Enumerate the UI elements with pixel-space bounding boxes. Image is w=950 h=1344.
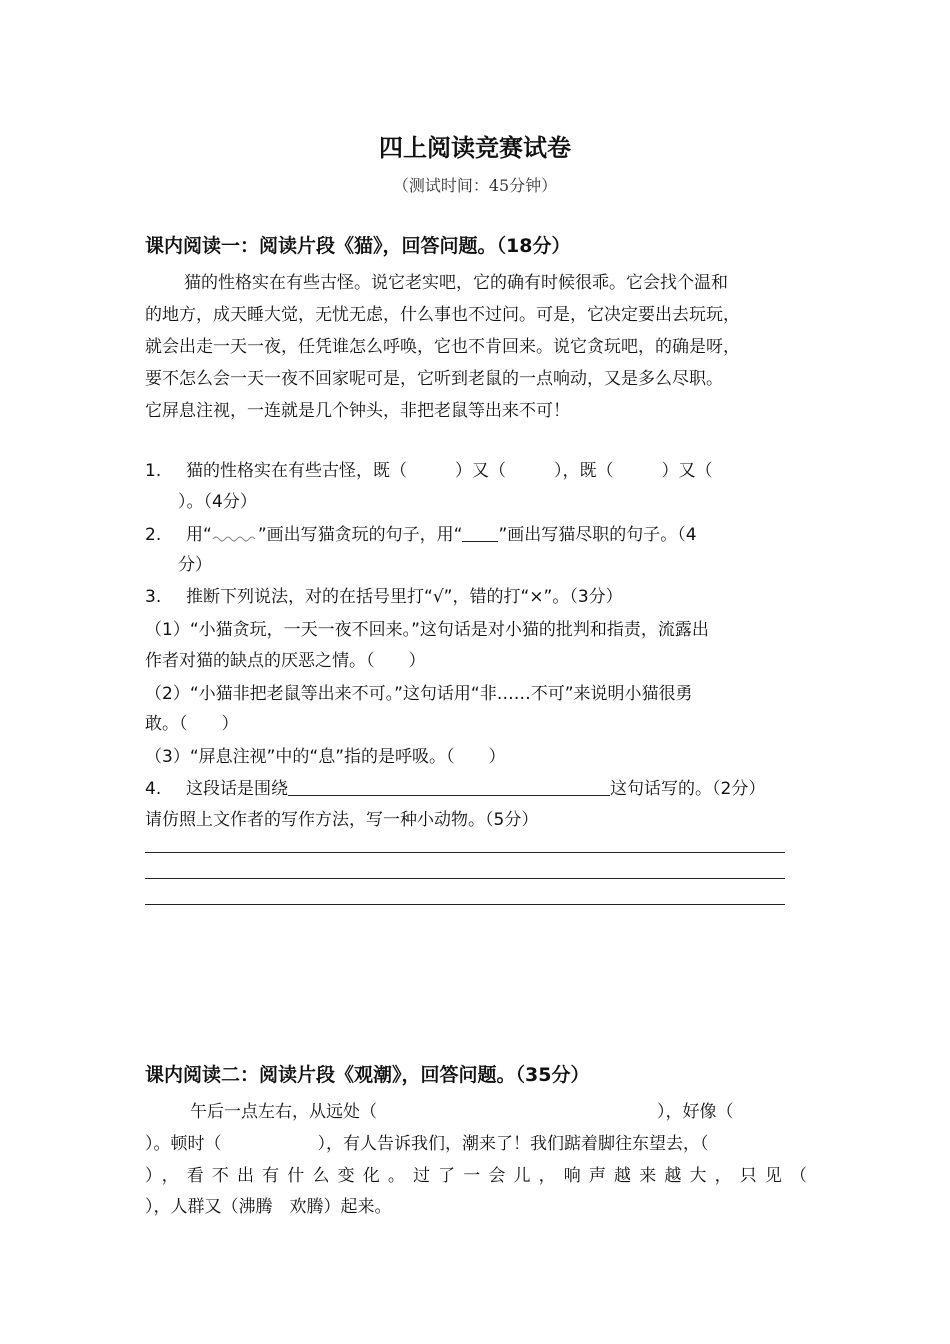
- section1-heading: 课内阅读一：阅读片段《猫》，回答问题。（18分）: [145, 235, 571, 257]
- exam-duration: （测试时间：45分钟）: [392, 176, 558, 195]
- passage-line-2: 的地方，成天睡大觉，无忧无虑，什么事也不过问。可是，它决定要出去玩玩，: [145, 305, 740, 325]
- q3-item-3[interactable]: （3）“屏息注视”中的“息”指的是呼吸。（ ）: [145, 747, 506, 767]
- q3-item-1: （1）“小猫贪玩，一天一夜不回来。”这句话是对小猫的批判和指责，流露出: [145, 620, 709, 640]
- passage2-line-3: ），看不出有什么变化。过了一会儿，响声越来越大，只见（: [145, 1166, 807, 1186]
- q3-item-1-cont[interactable]: 作者对猫的缺点的厌恶之情。（ ）: [145, 651, 426, 671]
- wavy-underline-sample: [212, 533, 258, 543]
- straight-underline-sample: [462, 523, 498, 542]
- question-2-number: 2.: [145, 525, 162, 545]
- passage2-line-4: ），人群又（沸腾 欢腾）起来。: [145, 1197, 392, 1217]
- question-1-number: 1.: [145, 461, 162, 481]
- writing-prompt: 请仿照上文作者的写作方法，写一种小动物。（5分）: [145, 810, 539, 830]
- question-2-cont: 分）: [178, 555, 212, 575]
- question-2: 2. 用“ ”画出写猫贪玩的句子，用“ ”画出写猫尽职的句子。（4: [145, 525, 697, 545]
- answer-line[interactable]: [288, 777, 610, 796]
- question-4: 4. 这段话是围绕 这句话写的。（2分）: [145, 779, 766, 799]
- writing-line-3[interactable]: [145, 904, 785, 905]
- q3-item-2: （2）“小猫非把老鼠等出来不可。”这句话用“非……不可”来说明小猫很勇: [145, 684, 693, 704]
- question-1: 1. 猫的性格实在有些古怪，既（ ）又（ ），既（ ）又（: [145, 461, 713, 481]
- question-3-number: 3.: [145, 587, 162, 607]
- q3-item-2-cont[interactable]: 敢。（ ）: [145, 714, 239, 734]
- writing-line-1[interactable]: [145, 852, 785, 853]
- section2-heading: 课内阅读二：阅读片段《观潮》，回答问题。（35分）: [145, 1064, 590, 1086]
- passage-line-3: 就会出走一天一夜，任凭谁怎么呼唤，它也不肯回来。说它贪玩吧，的确是呀，: [145, 337, 740, 357]
- writing-line-2[interactable]: [145, 878, 785, 879]
- passage2-line-1: 午后一点左右，从远处（ ），好像（: [190, 1102, 734, 1122]
- passage-line-4: 要不怎么会一天一夜不回家呢可是，它听到老鼠的一点响动，又是多么尽职。: [145, 369, 723, 389]
- question-4-number: 4.: [145, 779, 162, 799]
- exam-title: 四上阅读竞赛试卷: [379, 134, 571, 162]
- question-1-cont: ）。（4分）: [178, 492, 257, 512]
- passage2-line-2: ）。顿时（ ），有人告诉我们，潮来了！我们踮着脚往东望去，（: [145, 1134, 709, 1154]
- question-3: 3. 推断下列说法，对的在括号里打“√”，错的打“×”。（3分）: [145, 587, 623, 607]
- passage-line-5: 它屏息注视，一连就是几个钟头，非把老鼠等出来不可！: [145, 401, 570, 421]
- passage-line-1: 猫的性格实在有些古怪。说它老实吧，它的确有时候很乖。它会找个温和: [184, 273, 728, 293]
